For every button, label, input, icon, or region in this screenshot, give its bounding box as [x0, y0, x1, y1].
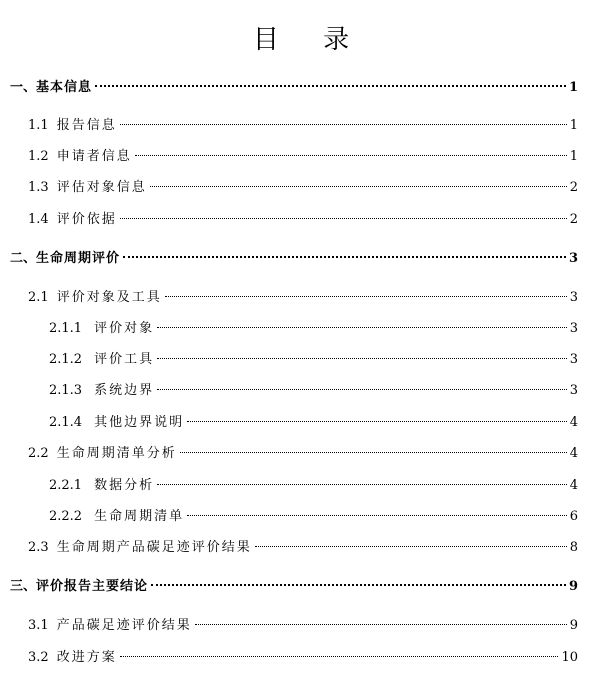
dot-leader	[195, 624, 567, 625]
toc-entry-1-2[interactable]	[28, 147, 578, 167]
toc-entry-label: 生命周期产品碳足迹评价结果	[56, 540, 252, 555]
toc-entry-number: 2.1.3	[49, 383, 83, 398]
toc-entry-label: 报告信息	[56, 118, 117, 133]
toc-entry-page: 4	[569, 478, 578, 493]
dot-leader	[187, 421, 567, 422]
toc-entry-number: 三、	[10, 579, 37, 594]
toc-entry-number: 2.3	[28, 540, 49, 555]
toc-entry-page: 4	[569, 446, 578, 461]
toc-entry-1-4[interactable]	[28, 210, 578, 230]
toc-entry-number: 2.1.4	[49, 415, 83, 430]
toc-entry-label: 数据分析	[94, 478, 155, 493]
dot-leader	[123, 256, 566, 258]
dot-leader	[150, 186, 567, 187]
dot-leader	[157, 327, 567, 328]
toc-entry-number: 2.2.1	[49, 478, 83, 493]
toc-entry-number: 1.4	[28, 212, 49, 227]
toc-entry-label: 评价工具	[94, 352, 155, 367]
toc-entry-page: 1	[569, 149, 578, 164]
toc-entry-label: 评价依据	[56, 212, 117, 227]
toc-entry-page: 2	[569, 212, 578, 227]
toc-entry-2-1[interactable]	[28, 288, 578, 308]
toc-entry-label: 评价对象及工具	[56, 290, 162, 305]
toc-entry-page: 3	[569, 383, 578, 398]
toc-entry-label: 生命周期清单	[94, 509, 185, 524]
toc-entry-page: 3	[569, 321, 578, 336]
toc-entry-page: 3	[569, 290, 578, 305]
toc-entry-2-1-3[interactable]	[49, 381, 578, 401]
dot-leader	[135, 155, 567, 156]
toc-entry-label: 基本信息	[36, 80, 93, 95]
toc-entry-page: 9	[568, 579, 578, 594]
dot-leader	[157, 484, 567, 485]
toc-entry-page: 1	[569, 118, 578, 133]
toc-entry-3-1[interactable]	[28, 616, 578, 636]
dot-leader	[151, 584, 566, 586]
dot-leader	[157, 389, 567, 390]
toc-entry-label: 申请者信息	[56, 149, 132, 164]
toc-entry-2-2-2[interactable]	[49, 507, 578, 527]
toc-entry-label: 产品碳足迹评价结果	[56, 618, 192, 633]
toc-entry-section-3[interactable]	[10, 577, 578, 597]
toc-entry-page: 3	[568, 251, 578, 266]
toc-entry-page: 8	[569, 540, 578, 555]
toc-entry-page: 1	[568, 80, 578, 95]
toc-entry-number: 1.2	[28, 149, 49, 164]
toc-entry-1-1[interactable]	[28, 116, 578, 136]
toc-entry-label: 其他边界说明	[94, 415, 185, 430]
toc-entry-2-1-4[interactable]	[49, 413, 578, 433]
dot-leader	[180, 452, 567, 453]
toc-entry-2-2[interactable]	[28, 444, 578, 464]
toc-entry-number: 2.2	[28, 446, 49, 461]
toc-entry-2-1-2[interactable]	[49, 350, 578, 370]
toc-entry-number: 二、	[10, 251, 37, 266]
toc-entry-section-1[interactable]	[10, 78, 578, 98]
toc-entry-label: 生命周期清单分析	[56, 446, 177, 461]
toc-entry-number: 2.1.2	[49, 352, 83, 367]
toc-entry-label: 评估对象信息	[56, 180, 147, 195]
toc-entry-2-3[interactable]	[28, 538, 578, 558]
toc-entry-number: 1.1	[28, 118, 49, 133]
toc-entry-number: 3.2	[28, 650, 49, 665]
toc-entry-page: 9	[569, 618, 578, 633]
toc-title: 目 录	[252, 25, 368, 55]
toc-entry-number: 2.1	[28, 290, 49, 305]
toc-entry-2-2-1[interactable]	[49, 476, 578, 496]
dot-leader	[165, 296, 567, 297]
dot-leader	[255, 546, 567, 547]
toc-entry-label: 系统边界	[94, 383, 155, 398]
dot-leader	[120, 656, 559, 657]
toc-entry-label: 评价对象	[94, 321, 155, 336]
toc-entry-2-1-1[interactable]	[49, 319, 578, 339]
toc-entry-number: 1.3	[28, 180, 49, 195]
toc-entry-page: 4	[569, 415, 578, 430]
toc-entry-label: 生命周期评价	[36, 251, 121, 266]
toc-entry-section-2[interactable]	[10, 249, 578, 269]
dot-leader	[120, 124, 567, 125]
toc-entry-number: 2.1.1	[49, 321, 83, 336]
toc-entry-3-2[interactable]	[28, 648, 578, 668]
toc-entry-page: 6	[569, 509, 578, 524]
dot-leader	[157, 358, 567, 359]
toc-entry-number: 3.1	[28, 618, 49, 633]
toc-entry-page: 3	[569, 352, 578, 367]
dot-leader	[187, 515, 567, 516]
dot-leader	[95, 85, 566, 87]
toc-entry-label: 改进方案	[56, 650, 117, 665]
toc-entry-1-3[interactable]	[28, 178, 578, 198]
toc-entry-page: 2	[569, 180, 578, 195]
toc-entry-page: 10	[561, 650, 578, 665]
toc-entry-number: 一、	[10, 80, 37, 95]
toc-entry-label: 评价报告主要结论	[36, 579, 149, 594]
toc-entry-number: 2.2.2	[49, 509, 83, 524]
dot-leader	[120, 218, 567, 219]
